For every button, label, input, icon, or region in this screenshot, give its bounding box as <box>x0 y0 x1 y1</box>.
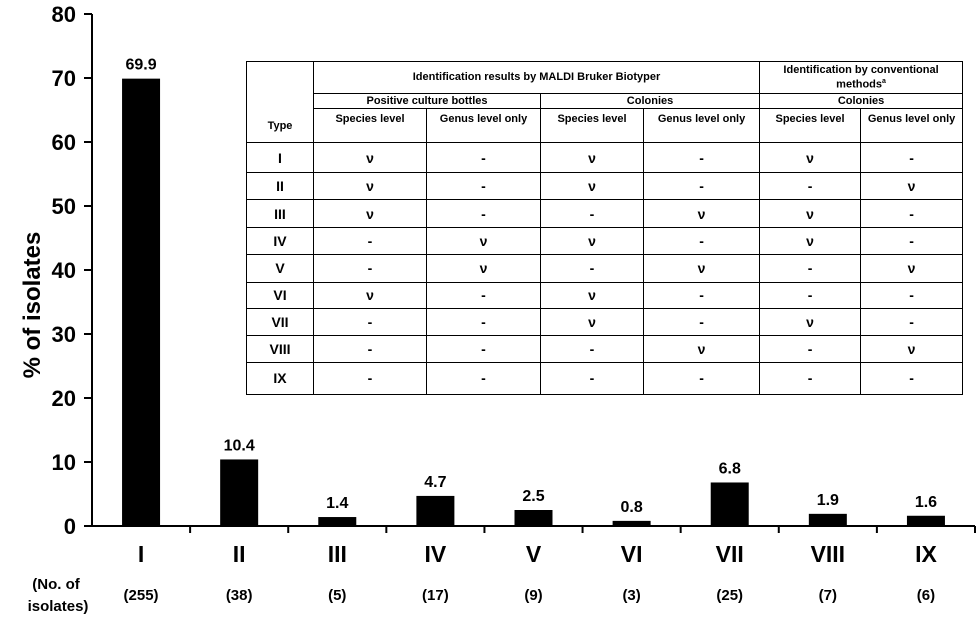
isolate-count: (5) <box>328 587 347 604</box>
isolate-count: (3) <box>622 587 641 604</box>
table-cell: ν <box>541 309 644 336</box>
data-label: 69.9 <box>125 56 157 74</box>
isolate-count: (38) <box>225 587 253 604</box>
y-tick-label: 0 <box>63 514 76 539</box>
table-cell: ν <box>760 143 861 173</box>
x-tick-label: I <box>137 541 145 567</box>
y-tick-label: 30 <box>51 322 76 347</box>
table-cell: ν <box>541 227 644 254</box>
table-cell: - <box>760 336 861 363</box>
table-cell: ν <box>427 254 541 282</box>
table-cell: - <box>314 254 427 282</box>
data-label: 4.7 <box>424 473 447 491</box>
table-row <box>247 143 963 173</box>
isolate-count: (25) <box>716 587 744 604</box>
bar <box>515 510 553 526</box>
row-type: III <box>247 200 314 228</box>
bar <box>907 516 945 526</box>
row-type: VI <box>247 282 314 309</box>
table-cell: - <box>314 309 427 336</box>
group-bottles: Positive culture bottles <box>314 93 541 108</box>
table-cell: - <box>644 227 760 254</box>
data-label: 0.8 <box>620 498 643 516</box>
row-type: VII <box>247 309 314 336</box>
table-cell: ν <box>314 143 427 173</box>
y-tick-label: 50 <box>51 194 76 219</box>
row-type: IV <box>247 227 314 254</box>
table-cell: - <box>541 200 644 228</box>
sub-genus-2: Genus level only <box>644 109 760 143</box>
isolate-count: (17) <box>422 587 449 604</box>
counts-label-line2: isolates) <box>27 598 89 615</box>
table-row <box>247 282 963 309</box>
isolate-count: (7) <box>818 587 838 604</box>
x-tick-label: VIII <box>810 541 846 567</box>
table-cell: - <box>861 282 963 309</box>
type-header-top <box>247 62 314 94</box>
table-cell: - <box>760 282 861 309</box>
bar <box>220 459 258 526</box>
sub-genus-1: Genus level only <box>427 109 541 143</box>
table-cell: - <box>644 143 760 173</box>
y-tick-group <box>52 2 92 539</box>
bar <box>613 521 651 526</box>
x-tick-label: VII <box>715 541 744 567</box>
table-cell: - <box>427 200 541 228</box>
y-tick-label: 20 <box>51 386 76 411</box>
x-tick-label: II <box>232 541 246 567</box>
type-header-mid <box>247 93 314 108</box>
table-cell: ν <box>644 200 760 228</box>
table-cell: - <box>314 227 427 254</box>
table-cell: - <box>427 173 541 200</box>
table-row <box>247 309 963 336</box>
isolate-count: (6) <box>916 587 936 604</box>
bar <box>318 517 356 526</box>
bar <box>416 496 454 526</box>
table-cell: ν <box>541 282 644 309</box>
group-colonies-conv: Colonies <box>760 93 963 108</box>
table-row <box>247 200 963 228</box>
data-label: 6.8 <box>718 460 741 478</box>
table-cell: - <box>861 200 963 228</box>
row-type: II <box>247 173 314 200</box>
table-cell: - <box>314 362 427 394</box>
y-tick-label: 10 <box>51 450 76 475</box>
table-cell: - <box>644 173 760 200</box>
table-cell: ν <box>314 173 427 200</box>
y-tick-label: 80 <box>51 2 76 27</box>
bar <box>809 514 847 526</box>
bar <box>122 79 160 526</box>
y-tick-label: 60 <box>51 130 76 155</box>
table-cell: - <box>427 309 541 336</box>
table-cell: - <box>644 282 760 309</box>
conventional-header: Identification by conventional methods$^a$ <box>760 62 963 94</box>
table-cell: - <box>541 362 644 394</box>
sub-species-2: Species level <box>541 109 644 143</box>
x-tick-group <box>124 526 975 604</box>
table-cell: - <box>861 227 963 254</box>
data-label: 10.4 <box>223 437 255 455</box>
table-cell: ν <box>760 309 861 336</box>
data-label: 1.4 <box>326 495 349 513</box>
x-tick-label: IX <box>915 541 937 567</box>
table-cell: - <box>760 173 861 200</box>
y-axis-label: % of isolates <box>19 231 46 379</box>
table-cell: - <box>541 336 644 363</box>
sub-genus-3: Genus level only <box>861 109 963 143</box>
data-label: 1.9 <box>816 491 839 509</box>
table-cell: - <box>427 143 541 173</box>
data-label: 1.6 <box>914 493 938 511</box>
bar <box>711 482 749 526</box>
table-cell: - <box>427 282 541 309</box>
table-row <box>247 173 963 200</box>
x-tick-label: IV <box>424 541 447 567</box>
table-cell: ν <box>541 143 644 173</box>
group-colonies-maldi: Colonies <box>541 93 760 108</box>
isolate-count: (9) <box>524 587 543 604</box>
table-cell: - <box>861 143 963 173</box>
table-row <box>247 336 963 363</box>
counts-label-line1: (No. of <box>32 576 80 593</box>
table-cell: - <box>314 336 427 363</box>
table-cell: - <box>644 362 760 394</box>
table-cell: ν <box>760 227 861 254</box>
y-tick-label: 40 <box>51 258 76 283</box>
table-cell: ν <box>541 173 644 200</box>
table-cell: ν <box>861 336 963 363</box>
x-tick-label: VI <box>620 541 643 567</box>
table-cell: ν <box>861 254 963 282</box>
row-type: IX <box>247 362 314 394</box>
table-cell: - <box>644 309 760 336</box>
table-cell: ν <box>644 254 760 282</box>
table-cell: ν <box>644 336 760 363</box>
x-tick-label: V <box>525 541 542 567</box>
table-cell: ν <box>314 200 427 228</box>
row-type: VIII <box>247 336 314 363</box>
row-type: I <box>247 143 314 173</box>
isolate-count: (255) <box>123 587 159 604</box>
identification-table <box>246 61 963 395</box>
data-label: 2.5 <box>522 488 545 505</box>
table-row <box>247 227 963 254</box>
sub-species-3: Species level <box>760 109 861 143</box>
table-body <box>247 143 963 395</box>
y-tick-label: 70 <box>51 66 76 91</box>
table-cell: - <box>427 362 541 394</box>
table-cell: - <box>760 254 861 282</box>
table-cell: - <box>861 362 963 394</box>
table-cell: ν <box>861 173 963 200</box>
row-type: V <box>247 254 314 282</box>
table-cell: ν <box>760 200 861 228</box>
table-row <box>247 254 963 282</box>
table-cell: ν <box>314 282 427 309</box>
table-row <box>247 362 963 394</box>
table-cell: - <box>760 362 861 394</box>
table-cell: ν <box>427 227 541 254</box>
x-tick-label: III <box>327 541 347 567</box>
table-cell: - <box>427 336 541 363</box>
type-header: Type <box>247 109 314 143</box>
table-cell: - <box>861 309 963 336</box>
sub-species-1: Species level <box>314 109 427 143</box>
table-cell: - <box>541 254 644 282</box>
maldi-header: Identification results by MALDI Bruker Biotyper <box>314 62 760 94</box>
